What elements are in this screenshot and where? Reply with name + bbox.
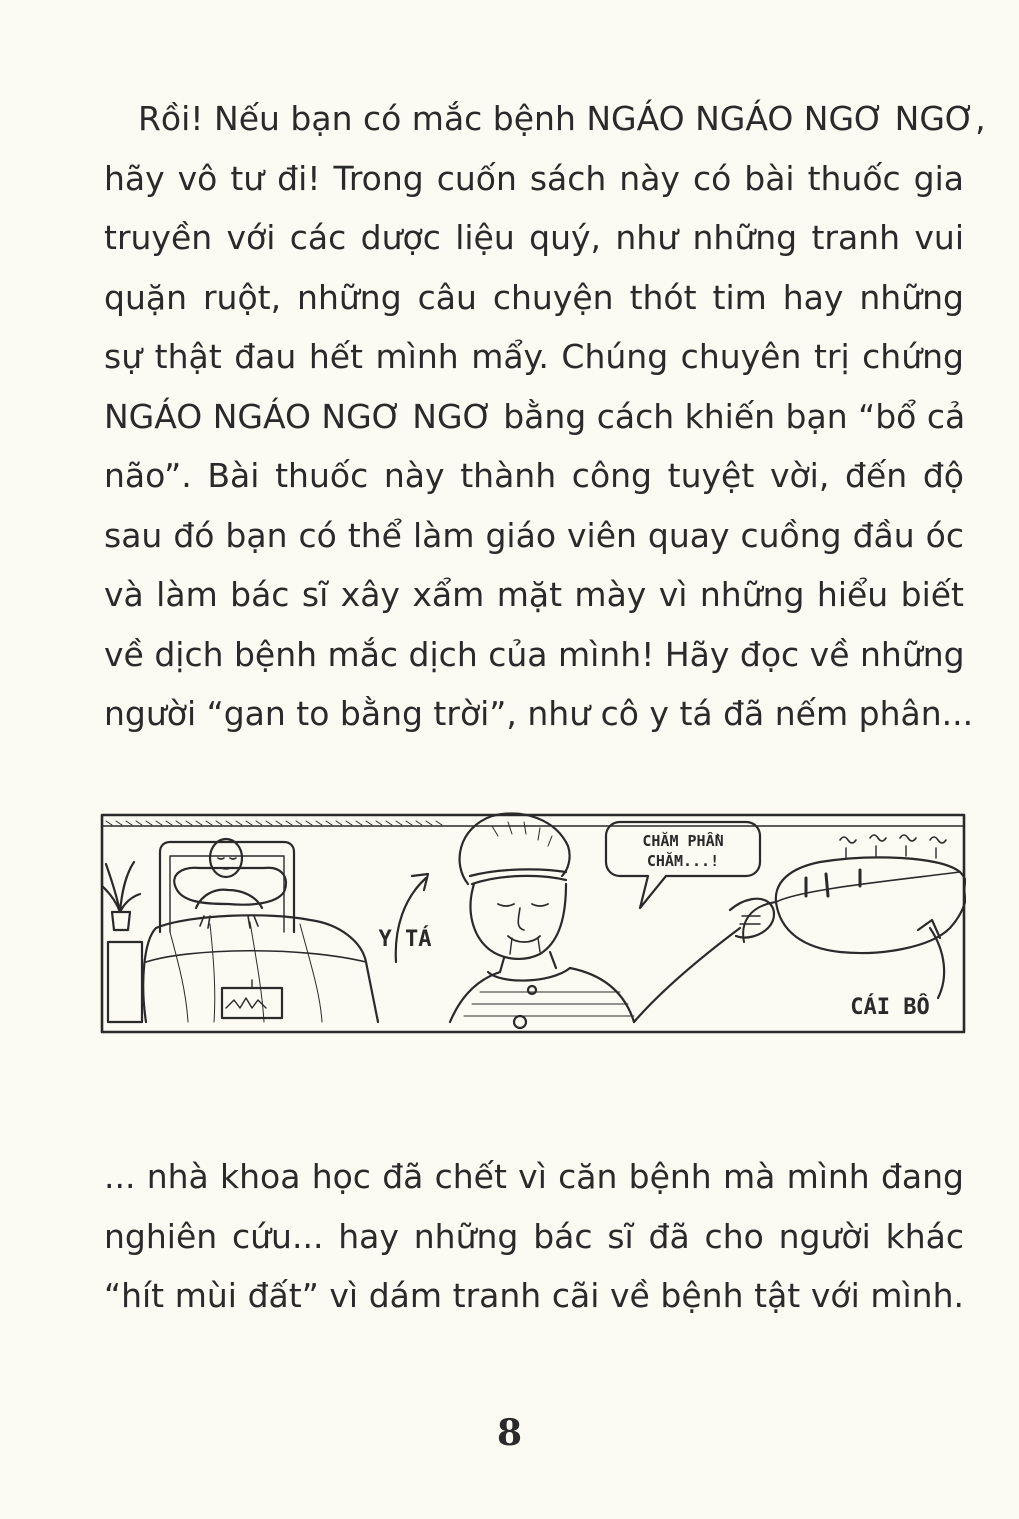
label-bedpan: CÁI BÔ [850, 995, 930, 1020]
text-line: nghiên cứu... hay những bác sĩ đã cho người khác [104, 1216, 964, 1256]
label-nurse: Y TÁ [378, 927, 432, 952]
page-number: 8 [496, 1412, 523, 1454]
text-line: và làm bác sĩ xây xẩm mặt mày vì những hiểu biết [104, 575, 964, 614]
text-line: “hít mùi đất” vì dám tranh cãi về bệnh tật với mình. [104, 1276, 964, 1315]
text-line: truyền với các dược liệu quý, như những tranh vui [104, 218, 964, 257]
speech-bubble-line-2: CHĂM...! [646, 852, 720, 870]
paragraph-intro [104, 89, 986, 744]
text-line: não”. Bài thuốc này thành công tuyệt vời, đến độ [104, 456, 964, 495]
text-line: sau đó bạn có thể làm giáo viên quay cuồng đầu óc [104, 515, 964, 555]
text-line: sự thật đau hết mình mẩy. Chúng chuyên trị chứng [104, 337, 964, 376]
text-line: NGÁO NGÁO NGƠ NGƠ bằng cách khiến bạn “bổ cả [104, 396, 966, 436]
speech-bubble-line-1: CHĂM PHẦN [642, 832, 724, 850]
paragraph-continuation [104, 1147, 964, 1326]
cartoon-illustration [100, 812, 966, 1034]
cartoon-drawing [100, 812, 966, 1034]
text-line: ... nhà khoa học đã chết vì căn bệnh mà mình đang [104, 1157, 964, 1196]
text-line: người “gan to bằng trời”, như cô y tá đã nếm phân... [104, 694, 974, 733]
text-line: hãy vô tư đi! Trong cuốn sách này có bài thuốc gia [104, 158, 964, 198]
text-line: quặn ruột, những câu chuyện thót tim hay những [104, 277, 964, 317]
text-line: về dịch bệnh mắc dịch của mình! Hãy đọc về những [104, 634, 965, 674]
text-line: Rồi! Nếu bạn có mắc bệnh NGÁO NGÁO NGƠ NGƠ, [138, 99, 986, 138]
